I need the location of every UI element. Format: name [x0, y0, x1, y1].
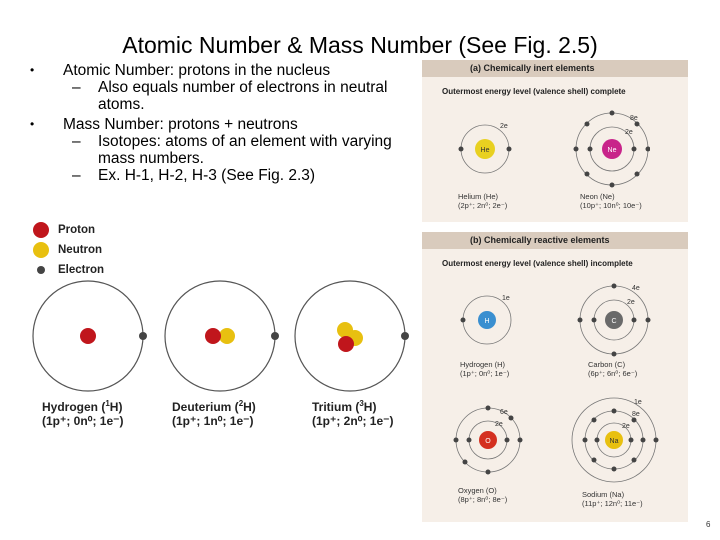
page-number: 6: [706, 520, 711, 529]
svg-text:He: He: [480, 147, 490, 154]
svg-text:H: H: [484, 318, 490, 325]
svg-text:8e: 8e: [632, 411, 640, 418]
legend-proton: Proton: [30, 220, 95, 240]
deuterium-isotope-diagram: [160, 278, 280, 398]
sub-bullet-text: Ex. H-1, H-2, H-3 (See Fig. 2.3): [98, 167, 316, 184]
figure-b-subheading: Outermost energy level (valence shell) incomplete: [442, 259, 633, 268]
svg-text:1e: 1e: [634, 399, 642, 406]
dash-icon: –: [72, 167, 81, 184]
bullet-text: Mass Number: protons + neutrons: [63, 116, 298, 133]
svg-text:O: O: [485, 438, 491, 445]
svg-text:2e: 2e: [622, 423, 630, 430]
helium-atom-diagram: [450, 112, 520, 182]
svg-text:1e: 1e: [502, 295, 510, 302]
sub-bullet: [30, 79, 400, 113]
svg-text:2e: 2e: [500, 123, 508, 130]
helium-label: Helium (He) (2p⁺; 2n⁰; 2e⁻): [458, 192, 508, 210]
tritium-isotope-diagram: [290, 278, 410, 398]
svg-text:2e: 2e: [627, 299, 635, 306]
figure-a-panel: [422, 60, 688, 222]
neon-label: Neon (Ne) (10p⁺; 10n⁰; 10e⁻): [580, 192, 642, 210]
legend-electron: Electron: [30, 260, 104, 280]
dash-icon: –: [72, 79, 81, 96]
sub-bullet: [30, 167, 400, 184]
neutron-icon: [30, 240, 52, 260]
electron-icon: [30, 260, 52, 280]
bullet-dot-icon: •: [30, 63, 35, 77]
dash-icon: –: [72, 133, 81, 150]
svg-text:Na: Na: [609, 438, 619, 445]
sub-bullet: [30, 133, 400, 167]
sub-bullet-text: Isotopes: atoms of an element with varying mass numbers.: [98, 133, 392, 167]
bullet-dot-icon: •: [30, 117, 35, 131]
svg-text:Ne: Ne: [607, 147, 617, 154]
hydrogen-isotope-label: Hydrogen ($^1$H) (1p⁺; 0n⁰; 1e⁻): [42, 399, 124, 428]
carbon-label: Carbon (C) (6p⁺; 6n⁰; 6e⁻): [588, 360, 638, 378]
svg-text:C: C: [611, 318, 617, 325]
oxygen-atom-diagram: [448, 404, 528, 484]
figure-a-subheading: Outermost energy level (valence shell) complete: [442, 87, 626, 96]
hydrogen-isotope-diagram: [30, 278, 150, 398]
deuterium-isotope-label: Deuterium ($^2$H) (1p⁺; 1n⁰; 1e⁻): [172, 399, 256, 428]
figure-b-heading: (b) Chemically reactive elements: [422, 232, 688, 249]
bullet-text: Atomic Number: protons in the nucleus: [63, 62, 331, 79]
sodium-atom-diagram: [568, 396, 660, 488]
bullet-mass-number: [30, 116, 400, 133]
proton-icon: [30, 220, 52, 240]
figure-a-heading: (a) Chemically inert elements: [422, 60, 688, 77]
sodium-label: Sodium (Na) (11p⁺; 12n⁰; 11e⁻): [582, 490, 643, 508]
bullet-list: [30, 62, 400, 184]
svg-text:2e: 2e: [625, 129, 633, 136]
oxygen-label: Oxygen (O) (8p⁺; 8n⁰; 8e⁻): [458, 486, 508, 504]
legend-neutron: Neutron: [30, 240, 102, 260]
tritium-isotope-label: Tritium ($^3$H) (1p⁺; 2n⁰; 1e⁻): [312, 399, 394, 428]
svg-text:6e: 6e: [500, 409, 508, 416]
figure-b-panel: [422, 232, 688, 522]
hydrogen-atom-diagram: [452, 290, 522, 360]
carbon-atom-diagram: [572, 280, 652, 360]
sub-bullet-text: Also equals number of electrons in neutral atoms.: [98, 79, 388, 113]
slide-title: Atomic Number & Mass Number (See Fig. 2.5): [122, 32, 598, 58]
hydrogen-label: Hydrogen (H) (1p⁺; 0n⁰; 1e⁻): [460, 360, 510, 378]
bullet-atomic-number: [30, 62, 400, 79]
svg-text:4e: 4e: [632, 285, 640, 292]
neon-atom-diagram: [570, 108, 650, 188]
svg-text:8e: 8e: [630, 115, 638, 122]
svg-text:2e: 2e: [495, 421, 503, 428]
